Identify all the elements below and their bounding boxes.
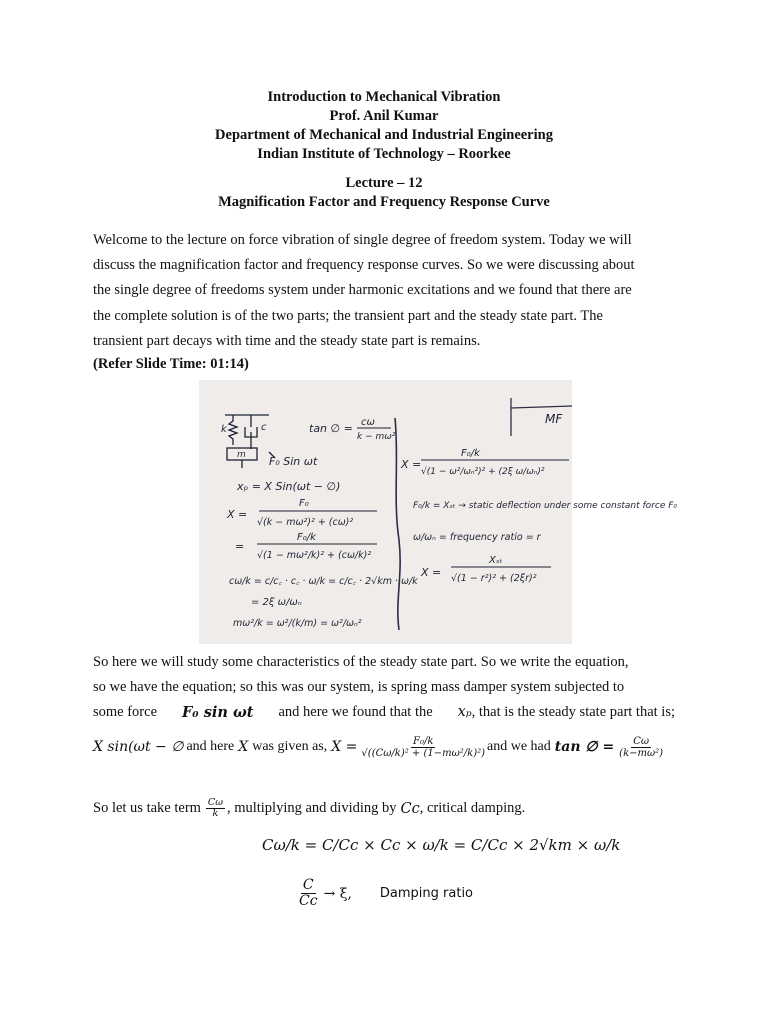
tan-fraction xyxy=(617,736,665,759)
x-amplitude-line xyxy=(93,727,683,767)
force-expression: F₀ sin ωt xyxy=(182,704,254,722)
professor-name: Prof. Anil Kumar xyxy=(329,108,439,124)
x-symbol: X xyxy=(238,739,249,755)
intro-line: Welcome to the lecture on force vibration of single degree of freedom system. Today we will xyxy=(93,232,632,248)
fraction-denominator: k xyxy=(212,808,219,820)
mass-label: m xyxy=(237,450,246,460)
fraction-numerator: Cω xyxy=(633,735,650,747)
text-span: some force xyxy=(93,704,158,721)
mf-tag: MF xyxy=(545,412,563,426)
xp-symbol: xₚ xyxy=(457,704,472,721)
fraction-numerator: F₀/k xyxy=(413,735,434,747)
x-fraction xyxy=(359,736,487,759)
zeta-expression: = 2ξ ω/ωₙ xyxy=(251,597,302,608)
para-line xyxy=(93,700,675,725)
x-eq2-den: √(1 − mω²/k)² + (cω/k)² xyxy=(257,550,372,561)
steady-state-paragraph xyxy=(93,650,675,726)
para-line: So here we will study some characteristics of the steady state part. So we write the equation, xyxy=(93,654,629,670)
course-title: Introduction to Mechanical Vibration xyxy=(267,89,501,105)
mw2-expression: mω²/k = ω²/(k/m) = ω²/ωₙ² xyxy=(233,618,362,629)
svg-text:=: = xyxy=(235,540,245,553)
x-eq2-num: F₀/k xyxy=(297,532,316,543)
text-span: So let us take term xyxy=(93,800,201,817)
critical-damping-symbol: Cc xyxy=(400,800,420,817)
intro-line: transient part decays with time and the steady state part is remains. xyxy=(93,332,481,349)
xp-equation: xₚ = X Sin(ωt − ∅) xyxy=(237,480,341,493)
department-name: Department of Mechanical and Industrial Engineering xyxy=(215,127,553,143)
x-eq-num: F₀ xyxy=(299,498,309,509)
damping-ratio-label: Damping ratio xyxy=(379,886,474,902)
text-span: and we had xyxy=(487,739,551,754)
final-den: √(1 − r²)² + (2ξr)² xyxy=(451,573,537,584)
cw-k-expansion: cω/k = c/c꜀ · c꜀ · ω/k = c/c꜀ · 2√km · ω/k xyxy=(229,576,418,587)
intro-line: the complete solution is of the two parts; the transient part and the steady state part. The xyxy=(93,307,603,324)
text-span: and here we found that the xyxy=(278,704,433,721)
lecture-title: Magnification Factor and Frequency Response Curve xyxy=(218,194,550,210)
fraction-denominator: (k−mω²) xyxy=(619,747,664,759)
intro-paragraph xyxy=(93,228,675,354)
text-span: , that is the steady state part that is; xyxy=(471,704,675,721)
svg-text:X =: X = xyxy=(421,566,442,579)
force-label: F₀ Sin ωt xyxy=(269,455,318,468)
tan-phi-label: tan ∅ = xyxy=(309,422,353,435)
whiteboard-slide-image xyxy=(199,380,678,644)
text-span: , critical damping. xyxy=(419,800,526,817)
damping-ratio-equation xyxy=(297,878,473,910)
text-span: and here xyxy=(186,739,235,754)
tan-phi-den: k − mω² xyxy=(357,432,396,442)
x-eq-den: √(k − mω²)² + (cω)² xyxy=(257,517,354,528)
lecture-number: Lecture – 12 xyxy=(345,175,423,191)
critical-damping-line xyxy=(93,798,525,820)
institute-name: Indian Institute of Technology – Roorkee xyxy=(257,146,511,162)
para-line: so we have the equation; so this was our system, is spring mass damper system subjected to xyxy=(93,679,625,696)
x-eq-lhs: X = xyxy=(227,508,248,521)
text-span: , multiplying and dividing by xyxy=(226,800,397,817)
spring-label: k xyxy=(221,424,227,435)
damper-label: c xyxy=(261,422,267,433)
tan-phi-expression: tan ∅ = xyxy=(554,739,615,755)
svg-text:X =: X = xyxy=(401,458,422,471)
fraction-numerator: Cω xyxy=(207,797,223,808)
steady-state-expression: X sin(ωt − ∅ xyxy=(93,739,184,755)
x-equals: X = xyxy=(331,739,358,755)
frequency-ratio-note: ω/ωₙ = frequency ratio = r xyxy=(413,532,541,543)
text-span: was given as, xyxy=(252,739,328,754)
damping-expansion-equation: Cω/k = C/Cc × Cc × ω/k = C/Cc × 2√km × ω/k xyxy=(262,836,621,854)
r-x-den: √(1 − ω²/ωₙ²)² + (2ξ ω/ωₙ)² xyxy=(421,467,545,477)
slide-reference: (Refer Slide Time: 01:14) xyxy=(93,356,249,372)
final-num: Xₛₜ xyxy=(489,555,503,566)
intro-line: discuss the magnification factor and frequency response curves. So we were discussing about xyxy=(93,257,635,274)
r-x-num: F₀/k xyxy=(461,448,480,459)
fraction-denominator: √((Cω/k)² + (1−mω²/k)²) xyxy=(361,747,486,759)
static-deflection-note: F₀/k = Xₛₜ → static deflection under some constant force F₀ xyxy=(413,501,678,511)
tan-phi-num: cω xyxy=(361,417,375,428)
c-over-cc-fraction: $\frac{C}{Cc}$ xyxy=(299,877,318,910)
intro-line: the single degree of freedoms system under harmonic excitations and we found that there are xyxy=(93,282,632,299)
fraction-denominator: Cc xyxy=(299,893,318,910)
arrow-xi: → ξ, xyxy=(323,885,352,902)
cw-over-k-fraction xyxy=(206,798,225,820)
